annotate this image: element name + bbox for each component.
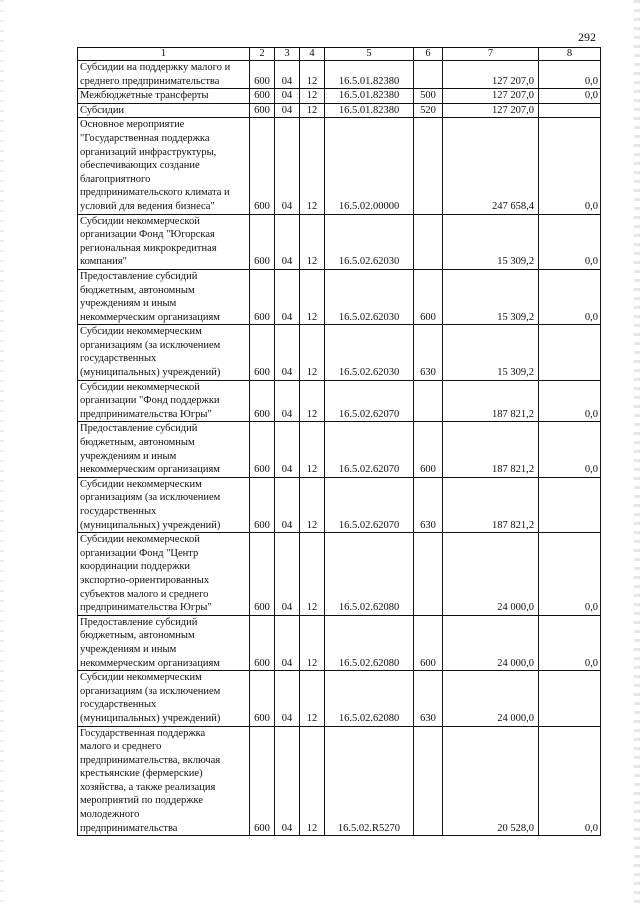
item-name-line: субъектов малого и среднего [80,588,209,600]
table-row [78,726,601,836]
subsection-cell: 12 [300,214,325,269]
amount-2-cell: 0,0 [539,118,601,214]
item-name-line: организации Фонд "Югорская [80,229,215,241]
table-row [78,380,601,422]
item-name-line: организаций инфраструктуры, [80,146,217,158]
item-name-cell [78,533,250,616]
table-row [78,671,601,726]
subsection-cell: 12 [300,533,325,616]
expense-type-cell: 630 [414,477,443,532]
section-cell: 04 [275,380,300,422]
expense-type-cell [414,61,443,89]
ministry-code-cell: 600 [250,325,275,380]
item-name-line: организациям (за исключением [80,685,221,697]
amount-cell: 127 207,0 [443,89,539,104]
table-row [78,269,601,324]
item-name-line: Субсидии некоммерческим [80,478,202,490]
target-article-cell: 16.5.02.62080 [325,533,414,616]
section-cell: 04 [275,103,300,118]
amount-cell: 127 207,0 [443,61,539,89]
table-row [78,103,601,118]
amount-cell: 187 821,2 [443,380,539,422]
section-cell: 04 [275,477,300,532]
amount-cell: 15 309,2 [443,325,539,380]
ministry-code-cell: 600 [250,269,275,324]
item-name-line: государственных [80,699,157,711]
expense-type-cell [414,214,443,269]
item-name-line: (муниципальных) учреждений) [80,712,221,724]
target-article-cell: 16.5.01.82380 [325,61,414,89]
item-name-line: благоприятного [80,173,151,185]
ministry-code-cell: 600 [250,380,275,422]
target-article-cell: 16.5.02.62030 [325,269,414,324]
table-row [78,61,601,89]
ministry-code-cell: 600 [250,726,275,836]
item-name-line: малого и среднего [80,741,162,753]
ministry-code-cell: 600 [250,118,275,214]
amount-2-cell: 0,0 [539,726,601,836]
amount-cell: 187 821,2 [443,477,539,532]
item-name-line: организациям (за исключением [80,339,221,351]
header-cell: 1 [78,48,250,61]
item-name-line: хозяйства, а также реализация [80,781,216,793]
item-name-cell [78,103,250,118]
item-name-line: мероприятий по поддержке [80,795,203,807]
expense-type-cell [414,533,443,616]
header-cell: 2 [250,48,275,61]
target-article-cell: 16.5.02.62070 [325,380,414,422]
item-name-line: предпринимательства Югры" [80,602,212,614]
item-name-line: Субсидии некоммерческой [80,381,200,393]
header-cell: 4 [300,48,325,61]
amount-cell: 20 528,0 [443,726,539,836]
budget-table [77,47,601,836]
subsection-cell: 12 [300,380,325,422]
item-name-cell [78,615,250,670]
item-name-line: организации Фонд "Центр [80,547,199,559]
table-row [78,477,601,532]
amount-cell: 127 207,0 [443,103,539,118]
subsection-cell: 12 [300,61,325,89]
item-name-line: экспортно-ориентированных [80,574,210,586]
amount-2-cell: 0,0 [539,533,601,616]
subsection-cell: 12 [300,269,325,324]
subsection-cell: 12 [300,671,325,726]
item-name-cell [78,325,250,380]
expense-type-cell: 600 [414,422,443,477]
expense-type-cell: 630 [414,671,443,726]
subsection-cell: 12 [300,477,325,532]
section-cell: 04 [275,422,300,477]
scan-edge-left [0,0,4,905]
target-article-cell: 16.5.02.62030 [325,214,414,269]
header-cell: 7 [443,48,539,61]
item-name-line: некоммерческим организациям [80,657,220,669]
expense-type-cell: 630 [414,325,443,380]
ministry-code-cell: 600 [250,422,275,477]
table-row [78,422,601,477]
item-name-line: условий для ведения бизнеса" [80,200,215,212]
ministry-code-cell: 600 [250,477,275,532]
item-name-line: Предоставление субсидий [80,616,198,628]
amount-cell: 247 658,4 [443,118,539,214]
item-name-line: бюджетным, автономным [80,284,195,296]
item-name-line: Субсидии некоммерческой [80,534,200,546]
amount-cell: 15 309,2 [443,214,539,269]
item-name-line: молодежного [80,809,140,821]
section-cell: 04 [275,533,300,616]
amount-cell: 24 000,0 [443,615,539,670]
header-cell: 3 [275,48,300,61]
ministry-code-cell: 600 [250,103,275,118]
target-article-cell: 16.5.02.62070 [325,422,414,477]
item-name-line: государственных [80,353,157,365]
subsection-cell: 12 [300,325,325,380]
expense-type-cell: 600 [414,269,443,324]
amount-2-cell [539,325,601,380]
expense-type-cell [414,380,443,422]
item-name-line: организациям (за исключением [80,492,221,504]
item-name-line: Субсидии некоммерческим [80,326,202,338]
target-article-cell: 16.5.02.62080 [325,615,414,670]
header-cell: 6 [414,48,443,61]
amount-2-cell: 0,0 [539,214,601,269]
item-name-cell [78,671,250,726]
item-name-cell [78,477,250,532]
item-name-line: (муниципальных) учреждений) [80,367,221,379]
item-name-line: бюджетным, автономным [80,437,195,449]
page-number: 292 [578,30,596,44]
item-name-cell [78,269,250,324]
subsection-cell: 12 [300,118,325,214]
target-article-cell: 16.5.02.62080 [325,671,414,726]
section-cell: 04 [275,269,300,324]
item-name-cell [78,61,250,89]
amount-cell: 24 000,0 [443,533,539,616]
amount-2-cell: 0,0 [539,615,601,670]
expense-type-cell [414,118,443,214]
target-article-cell: 16.5.02.R5270 [325,726,414,836]
amount-2-cell: 0,0 [539,422,601,477]
item-name-cell [78,422,250,477]
scan-edge-right [634,0,640,905]
item-name-line: организации "Фонд поддержки [80,395,220,407]
item-name-cell [78,118,250,214]
target-article-cell: 16.5.02.00000 [325,118,414,214]
amount-2-cell: 0,0 [539,89,601,104]
amount-2-cell: 0,0 [539,269,601,324]
item-name-line: Межбюджетные трансферты [80,90,209,102]
amount-cell: 15 309,2 [443,269,539,324]
section-cell: 04 [275,214,300,269]
table-row [78,533,601,616]
item-name-line: Основное мероприятие [80,119,185,131]
amount-2-cell: 0,0 [539,380,601,422]
item-name-line: предпринимательства, включая [80,754,221,766]
ministry-code-cell: 600 [250,61,275,89]
item-name-line: предпринимательства Югры" [80,408,212,420]
item-name-line: учреждениям и иным [80,643,177,655]
item-name-line: предпринимательства [80,822,178,834]
amount-2-cell [539,671,601,726]
subsection-cell: 12 [300,89,325,104]
ministry-code-cell: 600 [250,89,275,104]
item-name-line: крестьянские (фермерские) [80,768,203,780]
item-name-line: Предоставление субсидий [80,270,198,282]
section-cell: 04 [275,615,300,670]
table-row [78,214,601,269]
item-name-line: учреждениям и иным [80,298,177,310]
expense-type-cell: 500 [414,89,443,104]
item-name-line: учреждениям и иным [80,450,177,462]
item-name-line: некоммерческим организациям [80,464,220,476]
item-name-line: "Государственная поддержка [80,132,210,144]
section-cell: 04 [275,325,300,380]
table-row [78,89,601,104]
ministry-code-cell: 600 [250,214,275,269]
section-cell: 04 [275,89,300,104]
section-cell: 04 [275,726,300,836]
subsection-cell: 12 [300,726,325,836]
item-name-cell [78,380,250,422]
target-article-cell: 16.5.01.82380 [325,89,414,104]
amount-2-cell [539,103,601,118]
target-article-cell: 16.5.01.82380 [325,103,414,118]
amount-cell: 187 821,2 [443,422,539,477]
amount-2-cell: 0,0 [539,61,601,89]
expense-type-cell: 600 [414,615,443,670]
target-article-cell: 16.5.02.62070 [325,477,414,532]
item-name-line: Субсидии некоммерческой [80,215,200,227]
item-name-line: (муниципальных) учреждений) [80,519,221,531]
item-name-line: Субсидии некоммерческим [80,672,202,684]
item-name-line: региональная микрокредитная [80,242,217,254]
table-row [78,118,601,214]
header-cell: 8 [539,48,601,61]
item-name-cell [78,89,250,104]
item-name-line: компания" [80,256,127,268]
item-name-line: координации поддержки [80,561,191,573]
header-cell: 5 [325,48,414,61]
ministry-code-cell: 600 [250,671,275,726]
amount-cell: 24 000,0 [443,671,539,726]
subsection-cell: 12 [300,615,325,670]
item-name-line: Государственная поддержка [80,727,206,739]
item-name-line: обеспечивающих создание [80,160,200,172]
ministry-code-cell: 600 [250,533,275,616]
section-cell: 04 [275,61,300,89]
table-row [78,325,601,380]
table-header-row [78,48,601,61]
item-name-line: бюджетным, автономным [80,630,195,642]
subsection-cell: 12 [300,422,325,477]
expense-type-cell [414,726,443,836]
ministry-code-cell: 600 [250,615,275,670]
item-name-line: Субсидии [80,104,125,116]
item-name-line: Предоставление субсидий [80,423,198,435]
item-name-line: предпринимательского климата и [80,187,230,199]
item-name-line: среднего предпринимательства [80,75,220,87]
expense-type-cell: 520 [414,103,443,118]
section-cell: 04 [275,671,300,726]
item-name-cell [78,214,250,269]
table-row [78,615,601,670]
subsection-cell: 12 [300,103,325,118]
item-name-line: Субсидии на поддержку малого и [80,62,231,73]
section-cell: 04 [275,118,300,214]
amount-2-cell [539,477,601,532]
target-article-cell: 16.5.02.62030 [325,325,414,380]
item-name-line: государственных [80,506,157,517]
item-name-cell [78,726,250,836]
item-name-line: некоммерческим организациям [80,311,220,323]
